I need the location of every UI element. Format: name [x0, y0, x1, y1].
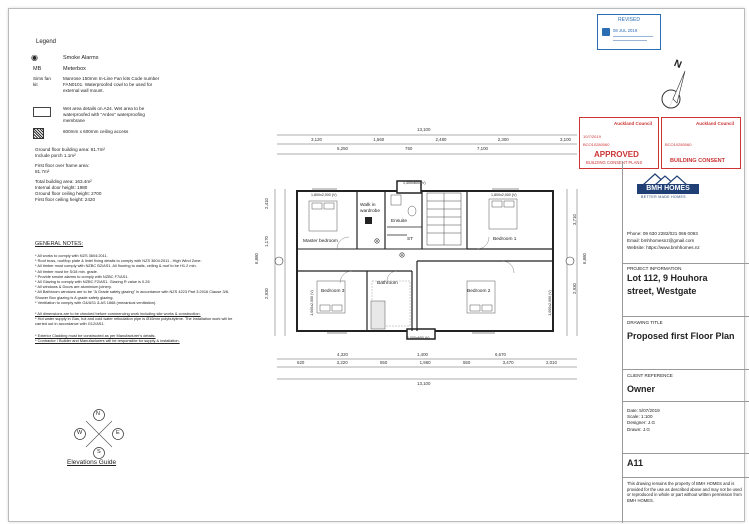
- note-item: * All Glazing to comply with NZBC F2/AS1. Glazing R value is 0.26: [35, 279, 150, 285]
- legend-meterbox-code: MB: [33, 66, 42, 72]
- dim-value: 620: [297, 360, 305, 365]
- company-website: Website: https://www.bmhhomes.nz: [627, 245, 700, 250]
- revised-stamp: [597, 14, 661, 50]
- drawing-label: DRAWING TITLE: [627, 320, 663, 325]
- wet-area-icon: [33, 107, 51, 117]
- room-storage: ST: [407, 237, 414, 242]
- legend-meterbox: Meterbox: [63, 66, 86, 72]
- legend-fankit: Manrose 150mm In-Line Fan kits Code number FAN0101. Waterproofed cowl to be used for external wall mount.: [63, 76, 160, 93]
- company-name: BMH HOMES: [637, 184, 699, 194]
- window-label: 1,000x2,000 (V): [309, 290, 314, 316]
- sheet-number: [623, 453, 749, 476]
- legend-ceiling-access: 600mm x 600mm ceiling access: [63, 129, 129, 134]
- area-ground: Ground floor building area: 81.7m²: [35, 147, 105, 152]
- company-email: Email: bmhhomesnz@gmail.com: [627, 238, 695, 243]
- client-label: CLIENT REFERENCE: [627, 373, 673, 378]
- company-tagline: BETTER MADE HOMES: [641, 195, 686, 199]
- room-walk-in-wardrobe: Walk in wardrobe: [360, 203, 380, 214]
- consent-ref: BCO10280060: [665, 142, 692, 147]
- project-value: Lot 112, 9 Houhora street, Westgate: [627, 273, 708, 297]
- legend-title: Legend: [36, 39, 57, 45]
- note-item: * All timber must be SG8 min. grade.: [35, 268, 98, 274]
- disclaimer-box: [623, 477, 749, 524]
- window-label: 1,400x600 (V): [403, 181, 426, 185]
- dim-value: 550: [462, 360, 471, 365]
- area-total: Total building area: 163.4m²: [35, 179, 92, 184]
- dim-top-row1: [311, 137, 571, 142]
- floor-plan: [254, 127, 597, 391]
- dim-left-3: 2,930: [264, 288, 269, 299]
- dim-value: 3,470: [502, 360, 514, 365]
- first-ceiling-height: First floor ceiling height: 2420: [35, 197, 96, 202]
- company-phone: Phone: 09 630 2282/021 066 0093: [627, 231, 698, 236]
- note-item: * Hot water supply in Gas, hot and cold water reticulation pipe is Ø16mm polybutylene. The installation work will be carried out in accordance with G12/AS1.: [35, 316, 233, 327]
- consent-title: BUILDING CONSENT: [670, 158, 725, 164]
- compass-n: N: [96, 411, 100, 417]
- approved-ref: BCO10280060: [583, 142, 610, 147]
- revised-date: 08 JUL 2019: [613, 28, 638, 33]
- note-item: * Contractor / Builder and Manufacturers will be responsible for supply & installation.: [35, 337, 180, 343]
- dim-left-1: 2,410: [264, 198, 269, 209]
- meta-date: Date: 5/07/2019: [627, 408, 660, 413]
- meta-scale: Scale: 1:100: [627, 414, 653, 420]
- dim-top-right: 7,100: [477, 146, 488, 151]
- compass-s: S: [97, 449, 101, 455]
- dim-value: 2,480: [435, 137, 447, 142]
- room-bedroom-2: Bedroom 2: [467, 289, 491, 294]
- note-item: * Exterior Cladding must be constructed as per Manufacturer's details.: [35, 332, 156, 338]
- sheet-number-value: A11: [627, 458, 644, 468]
- dim-value: 3,120: [311, 137, 322, 142]
- window-label: 1,000x600 (V): [407, 336, 430, 340]
- dim-value: 2,300: [497, 137, 509, 142]
- note-item: * Provide smoke alarms to comply with NZBC F7/AS1.: [35, 273, 129, 279]
- room-ensuite: Ensuite: [391, 219, 407, 224]
- drawing-value: Proposed first Floor Plan: [627, 331, 735, 342]
- dim-top-overall: 13,100: [417, 127, 431, 132]
- dim-top-left: 5,250: [337, 146, 348, 151]
- consent-council: Auckland Council: [696, 121, 735, 126]
- dim-value: 1,560: [373, 137, 385, 142]
- dim-left-overall: 6,880: [254, 253, 259, 264]
- drawing-title: [623, 316, 749, 357]
- room-bathroom: Bathroom: [377, 281, 398, 286]
- approved-council: Auckland Council: [614, 121, 653, 126]
- dim-right-1: 3,710: [572, 214, 577, 225]
- disclaimer: This drawing remains the property of BMH HOMES and is provided for the use as described above and may not be used or reproduced in whole or part without written permission from BMH HOMES.: [627, 481, 742, 503]
- note-item: * Ventilation to comply with G4/AS1 & AS 1668 (mecanical ventilation).: [35, 299, 157, 305]
- title-block: [622, 161, 749, 523]
- note-item: * All Bathroom windows are to be "A Grade safety glazing" in accordance with NZS 4223 Part 3:2016 Clause 3/8. Shower Box glazing is A grade safety glazing.: [35, 289, 229, 300]
- area-summary: [35, 147, 145, 203]
- window-label: 1,000x2,000 (V): [547, 290, 552, 316]
- ground-ceiling-height: Ground floor ceiling height: 2700: [35, 191, 102, 196]
- room-bedroom-1: Bedroom 1: [493, 237, 517, 242]
- dim-value: 2,010: [545, 360, 557, 365]
- meta-drawn: Drawn: J.G: [627, 426, 650, 432]
- drawing-sheet: [8, 8, 745, 522]
- drawing-meta: [623, 401, 749, 452]
- note-item: * All timber must comply with NZBC B2/AS1. All flooring to walls, ceiling & roof to be H1.2 min.: [35, 263, 197, 269]
- dim-top-mid: 750: [405, 146, 413, 151]
- general-notes-list: [35, 253, 240, 343]
- dim-value: 550: [379, 360, 388, 365]
- area-first-label: First floor over frame area:: [35, 163, 90, 168]
- smoke-alarm-icon: ◉: [31, 53, 38, 62]
- dim-left-2: 1,170: [264, 236, 269, 247]
- compass-w: W: [77, 430, 83, 436]
- note-item: * All works to comply with NZS 3604:2011.: [35, 253, 108, 258]
- client-reference: [623, 369, 749, 400]
- elevations-guide-label: Elevations Guide: [67, 459, 117, 466]
- room-bedroom-3: Bedroom 3: [321, 289, 345, 294]
- compass-e: E: [116, 430, 120, 436]
- note-item: * Roof truss, roof/top plate & lintel fixing details to comply with NZS 3604:2011 - High Wind Zone.: [35, 258, 202, 264]
- dim-value: 3,220: [336, 360, 348, 365]
- dim-value: 1,960: [419, 360, 431, 365]
- house-roof-icon: [631, 171, 711, 185]
- dim-bottom-overall: 13,100: [417, 381, 431, 386]
- legend-smoke-alarm: Smoke Alarms: [63, 55, 99, 61]
- area-first-value: 81.7m²: [35, 169, 50, 174]
- area-porch: Include porch 1.1m²: [35, 153, 76, 158]
- project-label: PROJECT INFORMATION: [627, 266, 682, 271]
- internal-door-height: Internal door height: 1980: [35, 185, 88, 190]
- room-master-bedroom: Master bedroom: [303, 239, 338, 244]
- client-value: Owner: [627, 384, 656, 395]
- dim-bottom-mid: 1,400: [417, 352, 428, 357]
- north-label: N: [672, 58, 684, 71]
- revised-logo-icon: [602, 28, 610, 36]
- approved-subtitle: BUILDING CONSENT PLANS: [586, 160, 643, 165]
- legend-wet-area: Wet area details on A24. Wet area to be waterproofed with "Ardex" waterproofing membrane: [63, 106, 145, 123]
- dim-bottom-left: 4,320: [337, 352, 348, 357]
- general-notes-title: GENERAL NOTES:: [35, 241, 84, 247]
- dim-bottom-row2: [297, 360, 557, 365]
- project-info: [623, 263, 749, 312]
- note-item: * All dimensions are to be checked before commencing work including site works & construction.: [35, 311, 201, 317]
- meta-designer: Designer: J.G: [627, 420, 656, 426]
- company-logo: [631, 171, 713, 201]
- note-item: * All windows & Doors are aluminium joinery.: [35, 284, 112, 290]
- ceiling-access-icon: [33, 128, 44, 139]
- legend-fankit-code: Sims fan kit: [33, 76, 51, 87]
- window-label: 1,800x2,000 (V): [491, 193, 517, 197]
- dim-right-2: 2,930: [572, 283, 577, 294]
- approved-date: 10/7/2019: [583, 134, 601, 139]
- dim-value: 3,100: [560, 137, 571, 142]
- dim-right-overall: 6,880: [582, 253, 587, 264]
- revised-title: REVISED: [618, 17, 640, 23]
- approved-title: APPROVED: [594, 150, 639, 159]
- floor-plan-drawing: [267, 131, 597, 391]
- dim-bottom-right: 6,670: [495, 352, 506, 357]
- window-label: 1,800x2,000 (V): [311, 193, 337, 197]
